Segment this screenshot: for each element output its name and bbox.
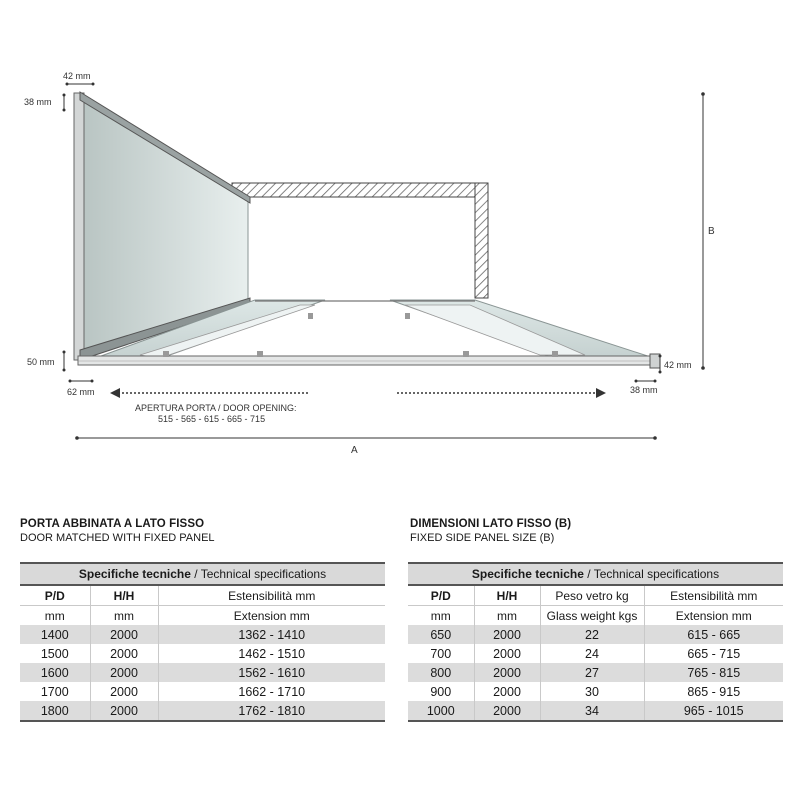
left-col-ext: Estensibilità mm <box>158 585 385 606</box>
dim-right-bottom-label: 38 mm <box>630 385 658 395</box>
table-row <box>408 682 783 701</box>
cell-pd: 1000 <box>408 701 474 721</box>
cell-weight: 22 <box>540 625 644 644</box>
cell-hh: 2000 <box>474 701 540 721</box>
table-row <box>20 625 385 644</box>
door-opening-values: 515 - 565 - 615 - 665 - 715 <box>158 414 266 424</box>
left-table-subtitle: DOOR MATCHED WITH FIXED PANEL <box>20 532 215 544</box>
right-unit-ext: Extension mm <box>675 608 752 623</box>
table-row <box>408 663 783 682</box>
dim-bottom-left-label: 62 mm <box>67 387 95 397</box>
left-spec-table <box>20 562 385 722</box>
cell-hh: 2000 <box>474 663 540 682</box>
table-row <box>20 663 385 682</box>
left-unit-ext: Extension mm <box>233 608 310 623</box>
dim-bottom-left <box>69 380 94 383</box>
dim-top-width <box>66 83 95 86</box>
right-table-title: DIMENSIONI LATO FISSO (B) <box>410 518 572 530</box>
right-col-hh: H/H <box>474 585 540 606</box>
cell-pd: 1700 <box>20 682 90 701</box>
cell-pd: 650 <box>408 625 474 644</box>
cell-pd: 900 <box>408 682 474 701</box>
cell-hh: 2000 <box>474 682 540 701</box>
dim-b-label: B <box>708 226 715 237</box>
cell-ext: 765 - 815 <box>644 663 783 682</box>
cell-pd: 1600 <box>20 663 90 682</box>
wall-outline <box>232 183 488 298</box>
cell-weight: 27 <box>540 663 644 682</box>
left-table-title: PORTA ABBINATA A LATO FISSO <box>20 518 205 530</box>
cell-hh: 2000 <box>90 682 158 701</box>
table-row <box>408 701 783 721</box>
cell-ext: 965 - 1015 <box>644 701 783 721</box>
door-opening-arrows <box>110 388 606 398</box>
cell-hh: 2000 <box>90 625 158 644</box>
right-unit-pd: mm <box>408 606 474 626</box>
cell-hh: 2000 <box>90 644 158 663</box>
cell-pd: 1800 <box>20 701 90 721</box>
cell-weight: 30 <box>540 682 644 701</box>
table-row <box>20 644 385 663</box>
cell-hh: 2000 <box>90 663 158 682</box>
table-row <box>20 682 385 701</box>
dim-right-bottom <box>635 380 657 383</box>
cell-pd: 800 <box>408 663 474 682</box>
right-unit-hh: mm <box>474 606 540 626</box>
cell-ext: 1462 - 1510 <box>238 646 306 661</box>
left-col-pd: P/D <box>20 585 90 606</box>
right-table-caption <box>410 518 571 544</box>
cell-pd: 1500 <box>20 644 90 663</box>
cell-weight: 24 <box>540 644 644 663</box>
dim-top-height <box>63 94 66 112</box>
cell-hh: 2000 <box>90 701 158 721</box>
cell-pd: 700 <box>408 644 474 663</box>
right-col-ext: Estensibilità mm <box>644 585 783 606</box>
table-row <box>408 644 783 663</box>
left-table-caption <box>20 518 215 544</box>
left-unit-pd: mm <box>20 606 90 626</box>
dim-right-height-label: 42 mm <box>664 360 692 370</box>
right-col-pd: P/D <box>408 585 474 606</box>
dim-top-height-label: 38 mm <box>24 97 52 107</box>
cell-ext: 865 - 915 <box>687 684 741 699</box>
table-row <box>20 701 385 721</box>
right-unit-weight: Glass weight kgs <box>540 606 644 626</box>
right-table-subtitle: FIXED SIDE PANEL SIZE (B) <box>410 532 555 544</box>
dim-top-width-label: 42 mm <box>63 71 91 81</box>
dim-bottom-height <box>63 351 66 372</box>
cell-ext: 665 - 715 <box>687 646 741 661</box>
cell-pd: 1400 <box>20 625 90 644</box>
dim-b-line <box>701 92 705 370</box>
dim-a-line <box>75 436 657 440</box>
cell-weight: 34 <box>540 701 644 721</box>
cell-ext: 1662 - 1710 <box>238 684 306 699</box>
cell-ext: 1562 - 1610 <box>158 663 385 682</box>
cell-hh: 2000 <box>474 625 540 644</box>
cell-hh: 2000 <box>474 644 540 663</box>
right-col-weight: Peso vetro kg <box>540 585 644 606</box>
cell-ext: 1762 - 1810 <box>158 701 385 721</box>
left-spec-header: Specifiche tecniche / Technical specifications <box>20 563 385 585</box>
table-row <box>408 625 783 644</box>
right-spec-table <box>408 562 783 722</box>
cell-ext: 615 - 665 <box>644 625 783 644</box>
left-col-hh: H/H <box>90 585 158 606</box>
dim-bottom-height-label: 50 mm <box>27 357 55 367</box>
cell-ext: 1362 - 1410 <box>158 625 385 644</box>
right-spec-header: Specifiche tecniche / Technical specifications <box>408 563 783 585</box>
door-opening-title: APERTURA PORTA / DOOR OPENING: <box>135 403 297 413</box>
dim-a-label: A <box>351 445 358 456</box>
left-unit-hh: mm <box>90 606 158 626</box>
